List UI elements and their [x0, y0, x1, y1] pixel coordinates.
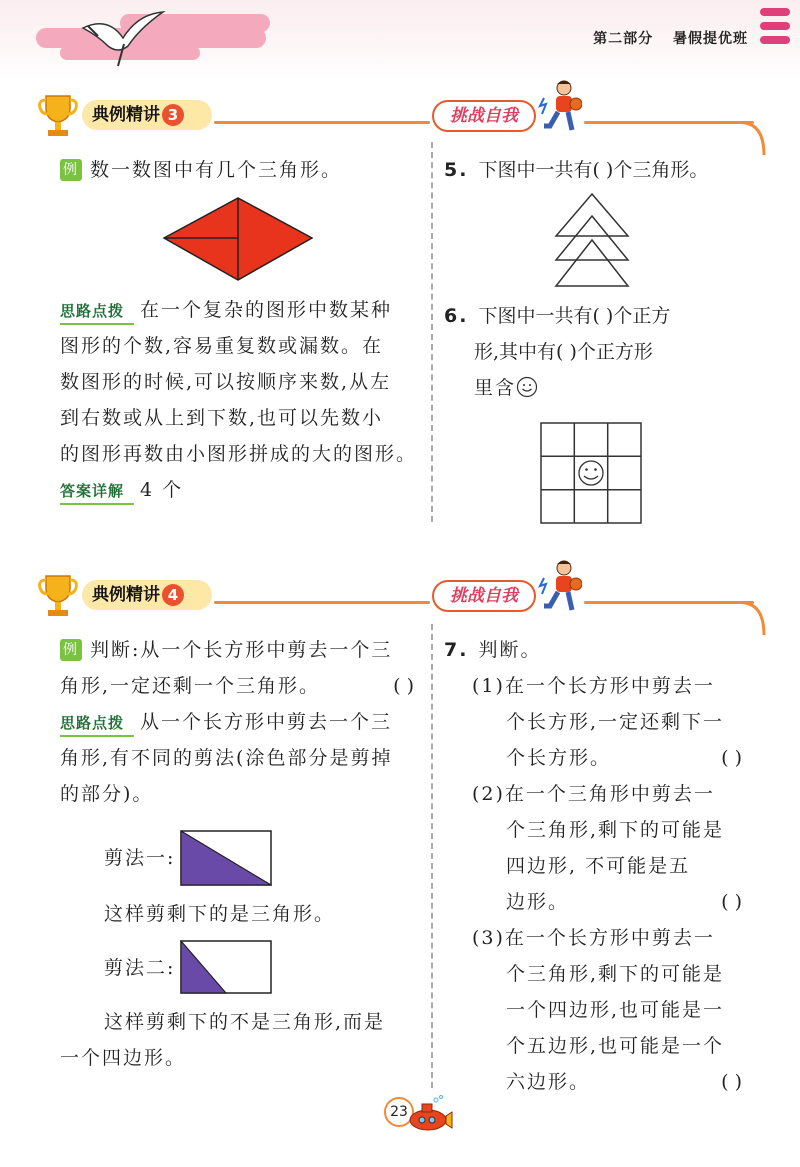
- hint-line: 数图形的时候,可以按顺序来数,从左: [60, 371, 392, 393]
- example-tag: 例: [60, 639, 82, 661]
- question-7-item-1: [444, 668, 784, 776]
- example-number-badge: 3: [162, 104, 184, 126]
- hint-line: 从一个长方形中剪去一个三: [140, 711, 393, 733]
- edge-tab-decoration: [760, 8, 790, 54]
- answer-paren: ( ): [721, 747, 742, 769]
- answer-label: 答案详解: [60, 479, 134, 505]
- hint-line: 的部分)。: [60, 783, 154, 805]
- cut-method-2-figure: [180, 940, 272, 994]
- item-line: 个长方形,一定还剩下一: [506, 711, 725, 733]
- diamond-figure: [162, 196, 314, 282]
- example-title: 典例精讲: [92, 105, 160, 125]
- question-7-item-3: [444, 920, 784, 1100]
- question-number: 6.: [444, 305, 469, 327]
- hint-line: 的图形再数由小图形拼成的大的图形。: [60, 443, 418, 465]
- example3-question: [60, 152, 420, 188]
- answer-paren: ( ): [721, 891, 742, 913]
- example-tag: 例: [60, 159, 82, 181]
- question-7-item-2: [444, 776, 784, 920]
- page-number: 23: [384, 1097, 414, 1127]
- trophy-icon: [38, 92, 78, 138]
- item-line: 个三角形,剩下的可能是: [506, 963, 725, 985]
- item-line: 边形。: [506, 891, 570, 913]
- item-line: 个五边形,也可能是一个: [506, 1035, 725, 1057]
- example-title-pill: [82, 100, 212, 130]
- running-boy-icon: [538, 78, 582, 138]
- item-line: 一个四边形,也可能是一: [506, 999, 725, 1021]
- item-label: (3): [472, 927, 505, 949]
- header-series: 暑假提优班: [673, 31, 748, 47]
- question-6-line: 形,其中有( )个正方形: [474, 341, 653, 363]
- submarine-icon: [406, 1094, 454, 1134]
- item-line: 在一个长方形中剪去一: [504, 675, 715, 697]
- example4-question-line: 角形,一定还剩一个三角形。: [60, 675, 321, 697]
- section-header-example3: [0, 92, 800, 142]
- seagull-icon: [78, 6, 168, 76]
- item-line: 四边形, 不可能是五: [506, 855, 691, 877]
- method-2-result-line: 这样剪剩下的不是三角形,而是: [104, 1011, 386, 1033]
- method-2-label: 剪法二:: [104, 957, 176, 979]
- method-2-result-line: 一个四边形。: [60, 1047, 187, 1069]
- section-rule: [584, 601, 754, 604]
- hint-line: 在一个复杂的图形中数某种: [140, 299, 393, 321]
- question-6-line: 下图中一共有( )个正方: [478, 305, 671, 327]
- header-part: 第二部分: [593, 31, 654, 47]
- question-7: [444, 632, 784, 1100]
- running-boy-icon: [538, 558, 582, 618]
- hint-line: 角形,有不同的剪法(涂色部分是剪掉: [60, 747, 393, 769]
- column-divider: [431, 142, 433, 522]
- challenge-badge: 挑战自我: [432, 580, 536, 612]
- question-6-line: 里含: [474, 377, 517, 399]
- header-label: [579, 28, 748, 48]
- item-line: 在一个长方形中剪去一: [504, 927, 715, 949]
- item-label: (1): [472, 675, 505, 697]
- trophy-icon: [38, 572, 78, 618]
- method-1-result: 这样剪剩下的是三角形。: [104, 903, 336, 925]
- item-label: (2): [472, 783, 505, 805]
- section-header-example4: [0, 572, 800, 622]
- example4-question: [60, 632, 422, 812]
- smiley-icon: [516, 376, 538, 398]
- section-rule: [584, 121, 754, 124]
- answer-text: 4 个: [140, 479, 184, 501]
- item-line: 在一个三角形中剪去一: [504, 783, 715, 805]
- question-7-text: 判断。: [478, 639, 542, 661]
- question-5: [444, 152, 784, 188]
- hint-line: 到右数或从上到下数,也可以先数小: [60, 407, 384, 429]
- item-line: 个三角形,剩下的可能是: [506, 819, 725, 841]
- hint-label: 思路点拨: [60, 711, 134, 737]
- section-rule: [214, 121, 430, 124]
- method-1-label: 剪法一:: [104, 847, 176, 869]
- page-header: [0, 0, 800, 78]
- question-number: 5.: [444, 159, 469, 181]
- method-2-result: [60, 1004, 422, 1076]
- hint-line: 图形的个数,容易重复数或漏数。在: [60, 335, 384, 357]
- example-title-pill: [82, 580, 212, 610]
- question-number: 7.: [444, 639, 469, 661]
- question-6: [444, 298, 784, 406]
- example3-question-text: 数一数图中有几个三角形。: [90, 159, 343, 181]
- challenge-badge: 挑战自我: [432, 100, 536, 132]
- example-title: 典例精讲: [92, 585, 160, 605]
- hint-label: 思路点拨: [60, 299, 134, 325]
- section-rule: [214, 601, 430, 604]
- column-divider: [431, 624, 433, 1088]
- answer-paren: ( ): [393, 675, 414, 697]
- stacked-triangles-figure: [552, 192, 632, 290]
- answer-paren: ( ): [721, 1071, 742, 1093]
- item-line: 个长方形。: [506, 747, 612, 769]
- example4-question-line: 判断:从一个长方形中剪去一个三: [90, 639, 393, 661]
- grid-figure: [540, 422, 642, 524]
- item-line: 六边形。: [506, 1071, 591, 1093]
- question-5-text: 下图中一共有( )个三角形。: [478, 159, 709, 181]
- cut-method-1-figure: [180, 830, 272, 886]
- example3-hint: [60, 292, 422, 508]
- example-number-badge: 4: [162, 584, 184, 606]
